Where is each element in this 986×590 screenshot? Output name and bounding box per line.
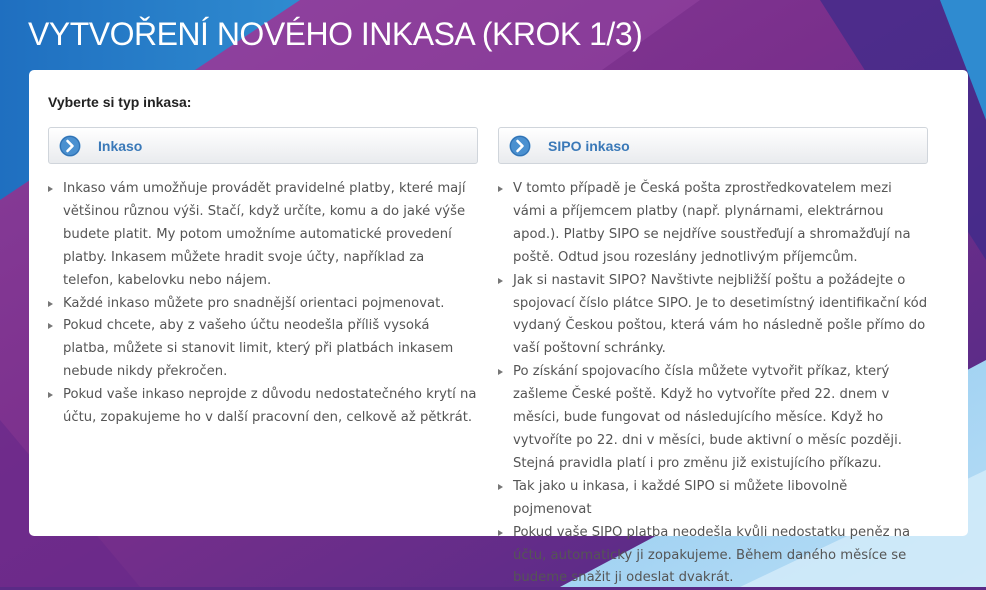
sipo-inkaso-button[interactable] xyxy=(498,127,928,164)
list-item: V tomto případě je Česká pošta zprostředkovatelem mezi vámi a příjemcem platby (např. plynárnami, elektrárnou apod.). Platby SIPO se nejdříve soustřeďují a shromažďují na poště. Odtud jsou rozeslány jednotlivým příjemcům. xyxy=(498,178,928,270)
list-item: Pokud chcete, aby z vašeho účtu neodešla příliš vysoká platba, můžete si stanovit limit, který při platbách inkasem nebude nikdy překročen. xyxy=(48,315,478,384)
list-item: Každé inkaso můžete pro snadnější orientaci pojmenovat. xyxy=(48,293,478,316)
bullet-arrow-icon xyxy=(48,323,53,329)
chevron-right-circle-icon xyxy=(59,135,81,157)
sipo-inkaso-label: SIPO inkaso xyxy=(548,137,630,154)
list-item: Po získání spojovacího čísla můžete vytvořit příkaz, který zašleme České poště. Když ho vytvoříte před 22. dnem v měsíci, bude fungovat od následujícího měsíce. Když ho vytvoříte po 22. dni v měsíci, bude aktivní o měsíc později. Stejná pravidla platí i pro změnu již existujícího příkazu. xyxy=(498,361,928,476)
list-item: Jak si nastavit SIPO? Navštivte nejbližší poštu a požádejte o spojovací číslo plátce SIPO. Je to desetimístný identifikační kód vydaný Českou poštou, která vám ho následně pošle přímo do vaší poštovní schránky. xyxy=(498,270,928,362)
bullet-arrow-icon xyxy=(48,301,53,307)
bullet-arrow-icon xyxy=(498,278,503,284)
bullet-arrow-icon xyxy=(48,392,53,398)
list-item: Inkaso vám umožňuje provádět pravidelné platby, které mají většinou různou výši. Stačí, když určíte, komu a do jaké výše budete platit. My potom umožníme automatické provedení platby. Inkasem můžete hradit svoje účty, například za telefon, kabelovku nebo nájem. xyxy=(48,178,478,293)
sipo-description-list xyxy=(498,178,928,590)
type-selection-panel xyxy=(29,70,968,586)
bullet-arrow-icon xyxy=(498,484,503,490)
option-inkaso xyxy=(48,127,478,430)
inkaso-label: Inkaso xyxy=(98,137,143,154)
bullet-arrow-icon xyxy=(498,369,503,375)
list-item: Pokud vaše SIPO platba neodešla kvůli nedostatku peněz na účtu, automaticky ji zopakujeme. Během daného měsíce se budeme snažit ji odeslat dvakrát. xyxy=(498,522,928,590)
inkaso-description-list xyxy=(48,178,478,430)
panel-heading: Vyberte si typ inkasa: xyxy=(48,94,192,110)
list-item: Tak jako u inkasa, i každé SIPO si můžete libovolně pojmenovat xyxy=(498,476,928,522)
chevron-right-circle-icon xyxy=(509,135,531,157)
bullet-arrow-icon xyxy=(48,186,53,192)
option-sipo-inkaso xyxy=(498,127,928,590)
list-item: Pokud vaše inkaso neprojde z důvodu nedostatečného krytí na účtu, zopakujeme ho v další pracovní den, celkově až pětkrát. xyxy=(48,384,478,430)
bullet-arrow-icon xyxy=(498,186,503,192)
page-title: VYTVOŘENÍ NOVÉHO INKASA (KROK 1/3) xyxy=(28,16,643,52)
inkaso-button[interactable] xyxy=(48,127,478,164)
bullet-arrow-icon xyxy=(498,530,503,536)
